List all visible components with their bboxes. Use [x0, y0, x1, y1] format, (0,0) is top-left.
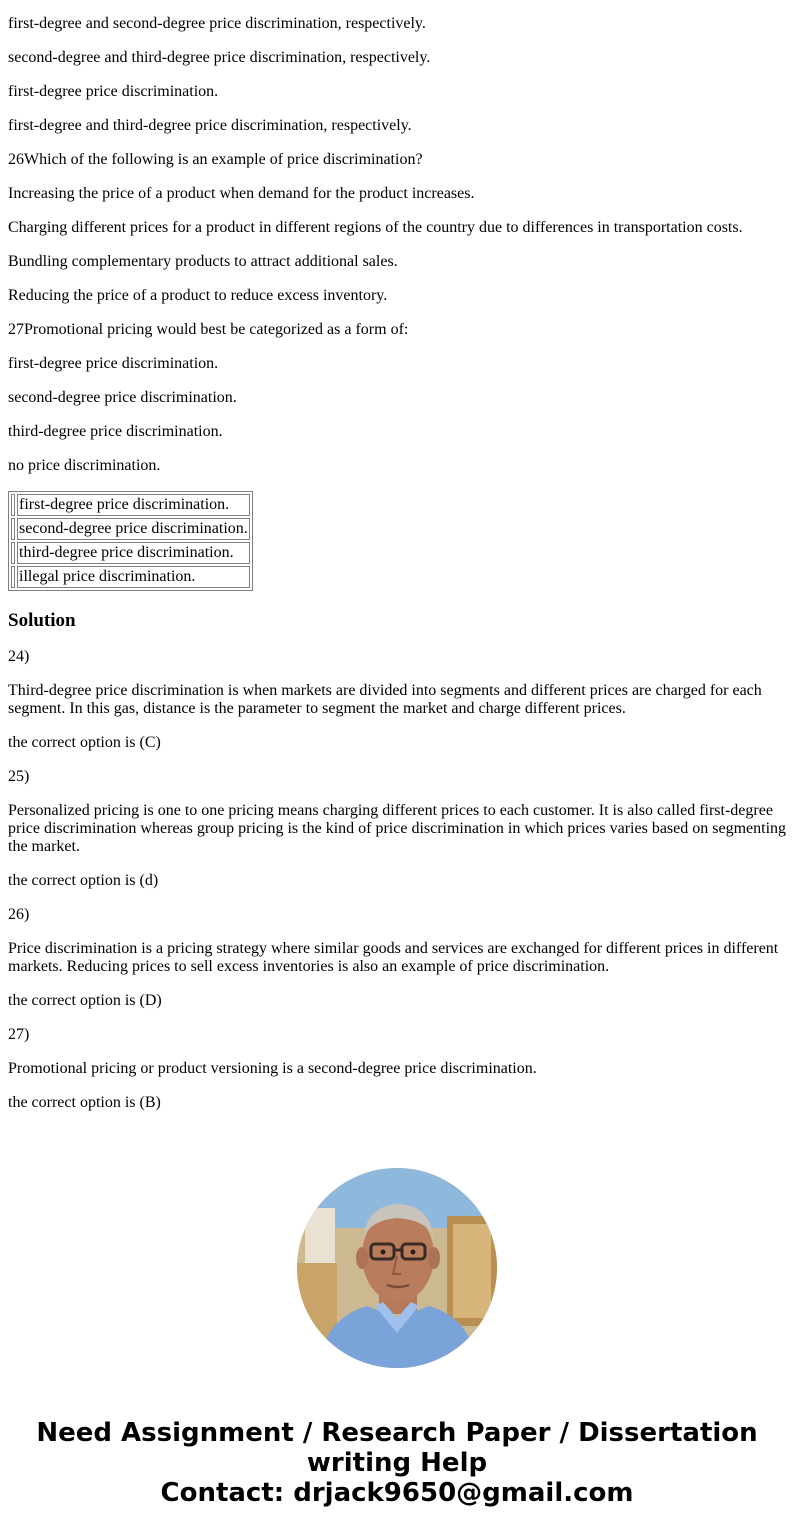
options-table-row	[11, 494, 250, 516]
solution-26-number: 26)	[8, 906, 30, 923]
solution-26-answer: the correct option is (D)	[8, 992, 162, 1009]
solution-25-number: 25)	[8, 768, 30, 785]
option-text-cell: first-degree price discrimination.	[17, 494, 250, 516]
options-table	[8, 491, 253, 591]
footer-banner	[0, 1418, 794, 1508]
lead-option-2: second-degree and third-degree price discrimination, respectively.	[8, 49, 431, 66]
option-text-cell: third-degree price discrimination.	[17, 542, 250, 564]
avatar-portrait-image	[297, 1168, 497, 1368]
q26-option-3: Bundling complementary products to attract additional sales.	[8, 253, 398, 270]
options-table-row	[11, 518, 250, 540]
solution-26-text: Price discrimination is a pricing strategy where similar goods and services are exchanged for different prices in different markets. Reducing prices to sell excess inventories is also an example of price discrimination.	[8, 940, 779, 975]
document-body	[0, 15, 794, 1112]
lead-option-1: first-degree and second-degree price discrimination, respectively.	[8, 15, 426, 32]
options-table-row	[11, 542, 250, 564]
q27-option-1: first-degree price discrimination.	[8, 355, 219, 372]
avatar	[297, 1168, 497, 1368]
q27-option-4: no price discrimination.	[8, 457, 161, 474]
solution-24-text: Third-degree price discrimination is when markets are divided into segments and different prices are charged for each segment. In this gas, distance is the parameter to segment the market and charge different prices.	[8, 682, 762, 717]
q26-option-4: Reducing the price of a product to reduce excess inventory.	[8, 287, 388, 304]
option-radio-cell[interactable]	[11, 518, 15, 540]
option-radio-cell[interactable]	[11, 542, 15, 564]
question-27: 27Promotional pricing would best be categorized as a form of:	[8, 321, 409, 338]
option-text-cell: illegal price discrimination.	[17, 566, 250, 588]
option-radio-cell[interactable]	[11, 494, 15, 516]
solution-heading: Solution	[8, 610, 76, 631]
q27-option-2: second-degree price discrimination.	[8, 389, 237, 406]
solution-24-number: 24)	[8, 648, 30, 665]
option-radio-cell[interactable]	[11, 566, 15, 588]
solution-27-answer: the correct option is (B)	[8, 1094, 161, 1111]
solution-27-number: 27)	[8, 1026, 30, 1043]
footer-line-2: writing Help	[306, 1448, 488, 1478]
lead-option-4: first-degree and third-degree price discrimination, respectively.	[8, 117, 412, 134]
question-26: 26Which of the following is an example of price discrimination?	[8, 151, 423, 168]
solution-25-text: Personalized pricing is one to one pricing means charging different prices to each customer. It is also called first-degree price discrimination whereas group pricing is the kind of price discrimination in which prices varies based on segmenting the market.	[8, 802, 787, 855]
q26-option-2: Charging different prices for a product in different regions of the country due to differences in transportation costs.	[8, 219, 743, 236]
lead-option-3: first-degree price discrimination.	[8, 83, 219, 100]
footer-line-1: Need Assignment / Research Paper / Dissertation	[36, 1418, 758, 1448]
solution-25-answer: the correct option is (d)	[8, 872, 159, 889]
footer-contact: Contact: drjack9650@gmail.com	[160, 1478, 634, 1508]
solution-24-answer: the correct option is (C)	[8, 734, 161, 751]
q26-option-1: Increasing the price of a product when demand for the product increases.	[8, 185, 475, 202]
option-text-cell: second-degree price discrimination.	[17, 518, 250, 540]
q27-option-3: third-degree price discrimination.	[8, 423, 223, 440]
solution-27-text: Promotional pricing or product versioning is a second-degree price discrimination.	[8, 1060, 537, 1077]
options-table-row	[11, 566, 250, 588]
